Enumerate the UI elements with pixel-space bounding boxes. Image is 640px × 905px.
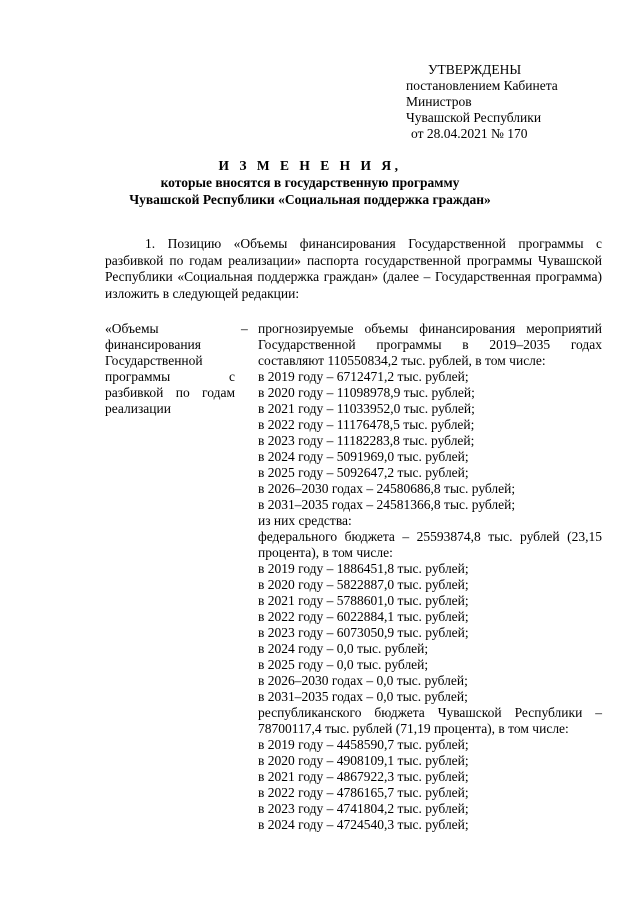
intro-paragraph [105,236,602,302]
republic-year-line: в 2019 году – 4458590,7 тыс. рублей; [258,737,469,752]
passport-left-label: «Объемы финансирования Государственной программы с разбивкой по годам реализации [105,321,235,416]
intro-text: 1. Позицию «Объемы финансирования Государственной программы с разбивкой по годам реализации» паспорта государственной программы Чувашской Республики «Социальная поддержка граждан» (далее – Государственная программа) изложить в следующей редакции: [105,236,602,301]
federal-year-line: в 2025 году – 0,0 тыс. рублей; [258,657,429,672]
title-heading: И З М Е Н Е Н И Я, [218,158,402,173]
federal-year-line: в 2024 году – 0,0 тыс. рублей; [258,641,429,656]
total-year-line: в 2026–2030 годах – 24580686,8 тыс. рублей; [258,481,516,496]
of-which-label: из них средства: [258,513,352,528]
approval-block [380,62,600,142]
total-year-line: в 2020 году – 11098978,9 тыс. рублей; [258,385,475,400]
total-year-line: в 2025 году – 5092647,2 тыс. рублей; [258,465,469,480]
republic-year-line: в 2021 году – 4867922,3 тыс. рублей; [258,769,469,784]
total-year-line: в 2019 году – 6712471,2 тыс. рублей; [258,369,469,384]
federal-year-line: в 2026–2030 годах – 0,0 тыс. рублей; [258,673,468,688]
total-year-line: в 2021 году – 11033952,0 тыс. рублей; [258,401,475,416]
republic-year-line: в 2020 году – 4908109,1 тыс. рублей; [258,753,469,768]
federal-year-line: в 2031–2035 годах – 0,0 тыс. рублей; [258,689,468,704]
title-subline-2: Чувашской Республики «Социальная поддержка граждан» [129,192,491,207]
passport-dash: – [241,321,248,336]
total-year-line: в 2023 году – 11182283,8 тыс. рублей; [258,433,475,448]
funding-summary: прогнозируемые объемы финансирования мероприятий Государственной программы в 2019–2035 годах составляют 110550834,2 тыс. рублей, в том числе: [258,321,602,368]
total-year-line: в 2024 году – 5091969,0 тыс. рублей; [258,449,469,464]
approval-date-number: от 28.04.2021 № 170 [411,126,528,141]
republic-year-line: в 2023 году – 4741804,2 тыс. рублей; [258,801,469,816]
total-year-line: в 2031–2035 годах – 24581366,8 тыс. рублей; [258,497,516,512]
approval-issuer: постановлением Кабинета Министров [406,78,558,109]
republic-year-line: в 2022 году – 4786165,7 тыс. рублей; [258,785,469,800]
federal-year-line: в 2019 году – 1886451,8 тыс. рублей; [258,561,469,576]
federal-year-line: в 2023 году – 6073050,9 тыс. рублей; [258,625,469,640]
federal-year-line: в 2022 году – 6022884,1 тыс. рублей; [258,609,469,624]
document-title [100,157,520,208]
approval-title: УТВЕРЖДЕНЫ [428,62,522,77]
total-year-line: в 2022 году – 11176478,5 тыс. рублей; [258,417,475,432]
approval-republic: Чувашской Республики [406,110,542,125]
passport-right-content [258,321,602,833]
republic-year-line: в 2024 году – 4724540,3 тыс. рублей; [258,817,469,832]
republic-budget-intro: республиканского бюджета Чувашской Республики – 78700117,4 тыс. рублей (71,19 процента), в том числе: [258,705,602,736]
title-subline-1: которые вносятся в государственную программу [160,175,460,190]
federal-year-line: в 2020 году – 5822887,0 тыс. рублей; [258,577,469,592]
federal-budget-intro: федерального бюджета – 25593874,8 тыс. рублей (23,15 процента), в том числе: [258,529,602,560]
federal-year-line: в 2021 году – 5788601,0 тыс. рублей; [258,593,469,608]
